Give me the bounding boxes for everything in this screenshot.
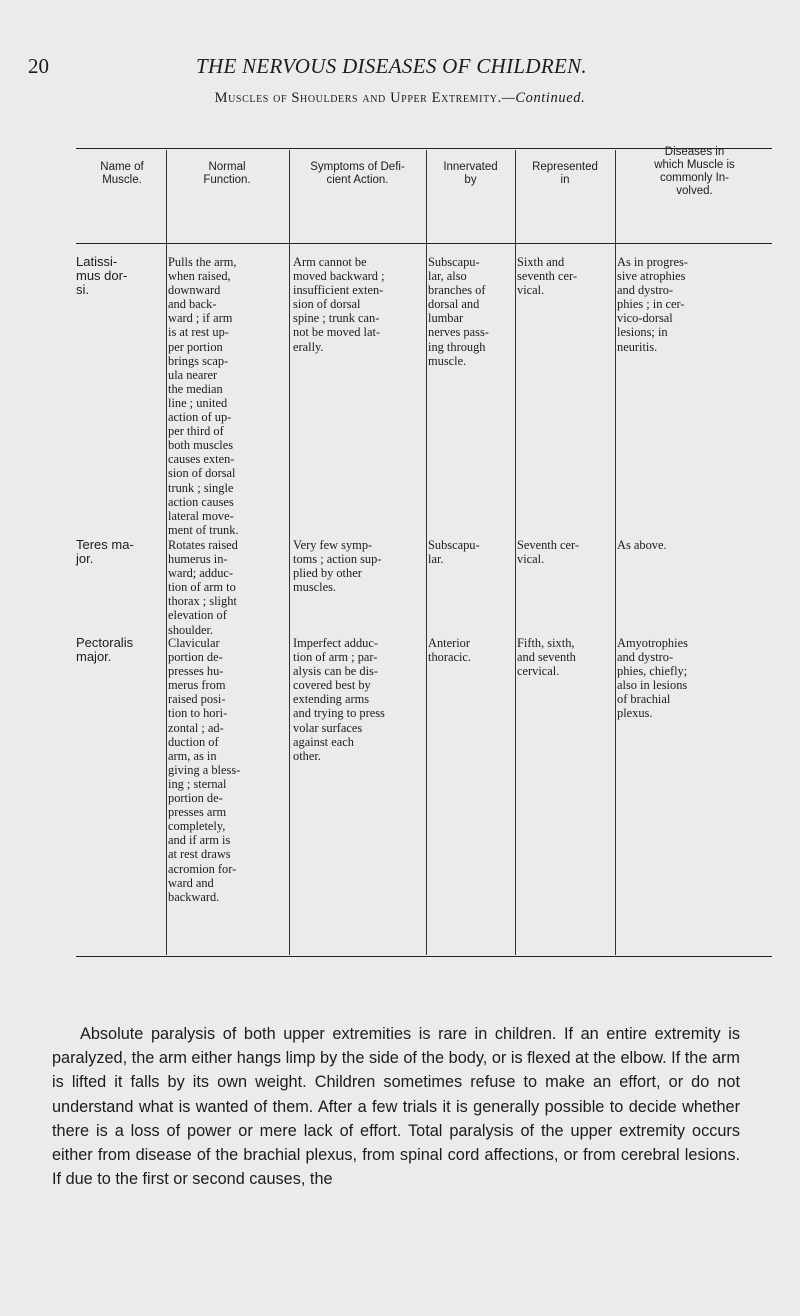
column-divider	[166, 150, 167, 955]
header-rule	[76, 243, 772, 244]
function-cell: Rotates raised humerus in- ward; adduc- tion of arm to thorax ; slight elevation of shoulder.	[168, 538, 238, 637]
diseases-cell: As in progres- sive atrophies and dystro- phies ; in cer- vico-dorsal lesions; in neuritis.	[617, 255, 688, 354]
represented-cell: Fifth, sixth, and seventh cervical.	[517, 636, 576, 679]
table-caption-title: Muscles of Shoulders and Upper Extremity.	[214, 90, 502, 106]
innervated-cell: Subscapu- lar, also branches of dorsal and lumbar nerves pass- ing through muscle.	[428, 255, 489, 368]
represented-cell: Seventh cer- vical.	[517, 538, 580, 567]
column-header-name: Name of Muscle.	[100, 161, 144, 186]
column-divider	[426, 150, 427, 955]
innervated-cell: Anterior thoracic.	[428, 636, 471, 665]
running-head: THE NERVOUS DISEASES OF CHILDREN.	[196, 54, 587, 78]
table-bottom-rule	[76, 956, 772, 957]
body-paragraph: Absolute paralysis of both upper extremities is rare in children. If an entire extremity is paralyzed, the arm either hangs limp by the side of the body, or is flexed at the elbow. If the arm is lifted it falls by its own weight. Children sometimes refuse to make an effort, or do not understand what is wanted of them. After a few trials it is generally possible to decide whether there is a loss of power or mere lack of effort. Total paralysis of the upper extremity occurs either from disease of the brachial plexus, from spinal cord affections, or from cerebral lesions. If due to the first or second causes, the	[52, 1025, 740, 1189]
column-header-represented: Represented in	[532, 161, 598, 186]
muscle-name-cell: Pectoralis major.	[76, 635, 134, 665]
muscle-name-cell: Latissi- mus dor- si.	[76, 254, 128, 298]
column-header-symptoms: Symptoms of Defi- cient Action.	[310, 161, 405, 186]
diseases-cell: As above.	[617, 538, 667, 552]
innervated-cell: Subscapu- lar.	[428, 538, 480, 567]
function-cell: Clavicular portion de- presses hu- merus from raised posi- tion to hori- zontal ; ad- duction of arm, as in giving a bless- ing ; sternal portion de- presses arm completely, and if arm is at rest draws acromion for- ward and backward.	[168, 636, 241, 904]
function-cell: Pulls the arm, when raised, downward and back- ward ; if arm is at rest up- per portion brings scap- ula nearer the median line ; united action of up- per third of both muscles causes exten- sion of dorsal trunk ; single action causes lateral move- ment of trunk.	[168, 255, 239, 537]
column-header-innervated: Innervated by	[443, 161, 498, 186]
table-caption-continued: —Continued.	[501, 90, 586, 106]
column-header-diseases: Diseases in which Muscle is commonly In- volved.	[654, 146, 735, 197]
column-divider	[515, 150, 516, 955]
column-divider	[615, 150, 616, 955]
diseases-cell: Amyotrophies and dystro- phies, chiefly; also in lesions of brachial plexus.	[617, 636, 688, 721]
symptoms-cell: Arm cannot be moved backward ; insufficient exten- sion of dorsal spine ; trunk can- not be moved lat- erally.	[293, 255, 385, 354]
muscle-name-cell: Teres ma- jor.	[76, 537, 134, 567]
represented-cell: Sixth and seventh cer- vical.	[517, 255, 577, 298]
page-number: 20	[28, 54, 49, 78]
column-header-function: Normal Function.	[203, 161, 251, 186]
column-divider	[289, 150, 290, 955]
symptoms-cell: Imperfect adduc- tion of arm ; par- alysis can be dis- covered best by extending arms and trying to press volar surfaces against each other.	[293, 636, 385, 763]
table-caption	[0, 90, 800, 107]
symptoms-cell: Very few symp- toms ; action sup- plied by other muscles.	[293, 538, 382, 595]
